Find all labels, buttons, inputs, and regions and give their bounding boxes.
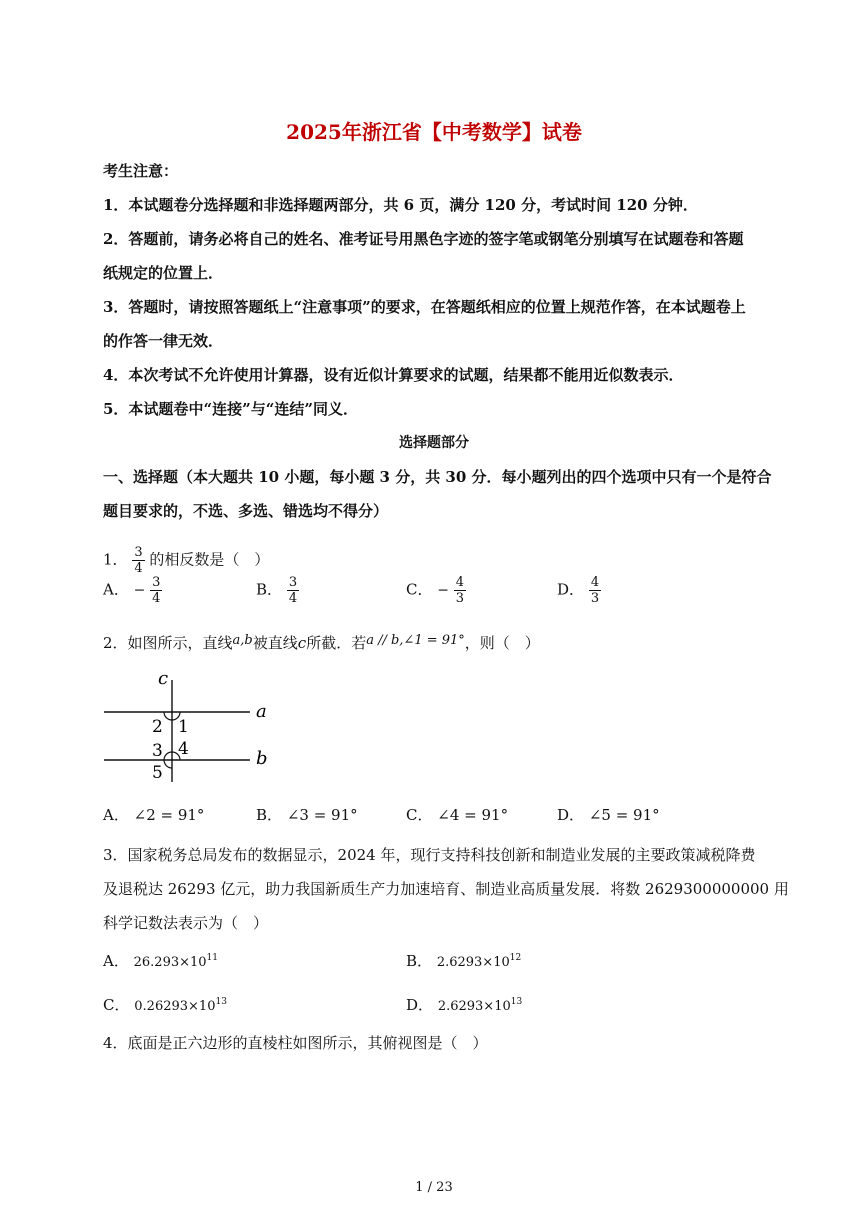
label-angle-3: 3 <box>152 741 163 761</box>
notice-item-1: 1．本试题卷分选择题和非选择题两部分，共 6 页，满分 120 分，考试时间 120 分钟． <box>103 196 698 214</box>
section-title: 选择题部分 <box>399 435 469 451</box>
q2-option-a[interactable]: A． ∠2 = 91° <box>103 806 205 824</box>
question-2: 2．如图所示，直线a,b被直线c所截．若a // b,∠1 = 91°，则（ ） <box>103 633 540 652</box>
label-b: b <box>256 748 268 769</box>
label-angle-1: 1 <box>178 717 189 737</box>
question-number: 1． <box>103 550 128 569</box>
part1-instructions: 一、选择题（本大题共 10 小题，每小题 3 分，共 30 分．每小题列出的四个选项中只有一个是符合 <box>103 468 772 486</box>
notice-heading: 考生注意： <box>103 162 179 180</box>
question-3-line-3: 科学记数法表示为（ ） <box>103 914 269 932</box>
question-1 <box>103 545 269 576</box>
q1-option-a[interactable]: A． − $\frac{3}{4}$ <box>103 575 161 606</box>
fraction: $\frac{3}{4}$ <box>134 545 143 576</box>
notice-item-3-cont: 的作答一律无效． <box>103 332 224 350</box>
page-number: 1 / 23 <box>415 1180 453 1195</box>
label-angle-5: 5 <box>152 763 163 783</box>
page-title: 2025年浙江省【中考数学】试卷 <box>286 120 582 144</box>
notice-item-2-cont: 纸规定的位置上． <box>103 264 224 282</box>
part1-instructions-cont: 题目要求的，不选、多选、错选均不得分） <box>103 502 389 520</box>
q2-option-c[interactable]: C． ∠4 = 91° <box>406 806 509 824</box>
notice-item-2: 2．答题前，请务必将自己的姓名、准考证号用黑色字迹的签字笔或钢笔分别填写在试题卷和答题 <box>103 230 744 248</box>
q3-option-c[interactable]: C． $0.26293\times 10^{13}$ <box>103 996 227 1014</box>
label-a: a <box>256 701 267 722</box>
notice-item-4: 4．本次考试不允许使用计算器，设有近似计算要求的试题，结果都不能用近似数表示． <box>103 366 684 384</box>
question-text: 的相反数是（ ） <box>149 550 270 569</box>
label-c: c <box>158 668 169 689</box>
parallel-lines-figure <box>100 664 280 784</box>
angle-arc-5 <box>164 760 172 768</box>
question-3-line-1: 3．国家税务总局发布的数据显示，2024 年，现行支持科技创新和制造业发展的主要政策减税降费 <box>103 846 756 864</box>
q1-option-c[interactable]: C． − $\frac{4}{3}$ <box>406 575 465 606</box>
notice-item-5: 5．本试题卷中“连接”与“连结”同义． <box>103 400 358 418</box>
q1-option-d[interactable]: D． $\frac{4}{3}$ <box>557 575 600 606</box>
q2-option-b[interactable]: B． ∠3 = 91° <box>256 806 358 824</box>
notice-item-3: 3．答题时，请按照答题纸上“注意事项”的要求，在答题纸相应的位置上规范作答，在本试题卷上 <box>103 298 746 316</box>
q1-option-b[interactable]: B． $\frac{3}{4}$ <box>256 575 298 606</box>
label-angle-4: 4 <box>178 739 189 759</box>
label-angle-2: 2 <box>152 717 163 737</box>
q3-option-d[interactable]: D． $2.6293\times 10^{13}$ <box>406 996 523 1014</box>
question-4: 4．底面是正六边形的直棱柱如图所示，其俯视图是（ ） <box>103 1034 488 1052</box>
q3-option-b[interactable]: B． $2.6293\times 10^{12}$ <box>406 952 522 970</box>
q2-option-d[interactable]: D． ∠5 = 91° <box>557 806 660 824</box>
q3-option-a[interactable]: A． $26.293\times 10^{11}$ <box>103 952 218 970</box>
question-3-line-2: 及退税达 26293 亿元，助力我国新质生产力加速培育、制造业高质量发展．将数 2629300000000 用 <box>103 880 789 898</box>
